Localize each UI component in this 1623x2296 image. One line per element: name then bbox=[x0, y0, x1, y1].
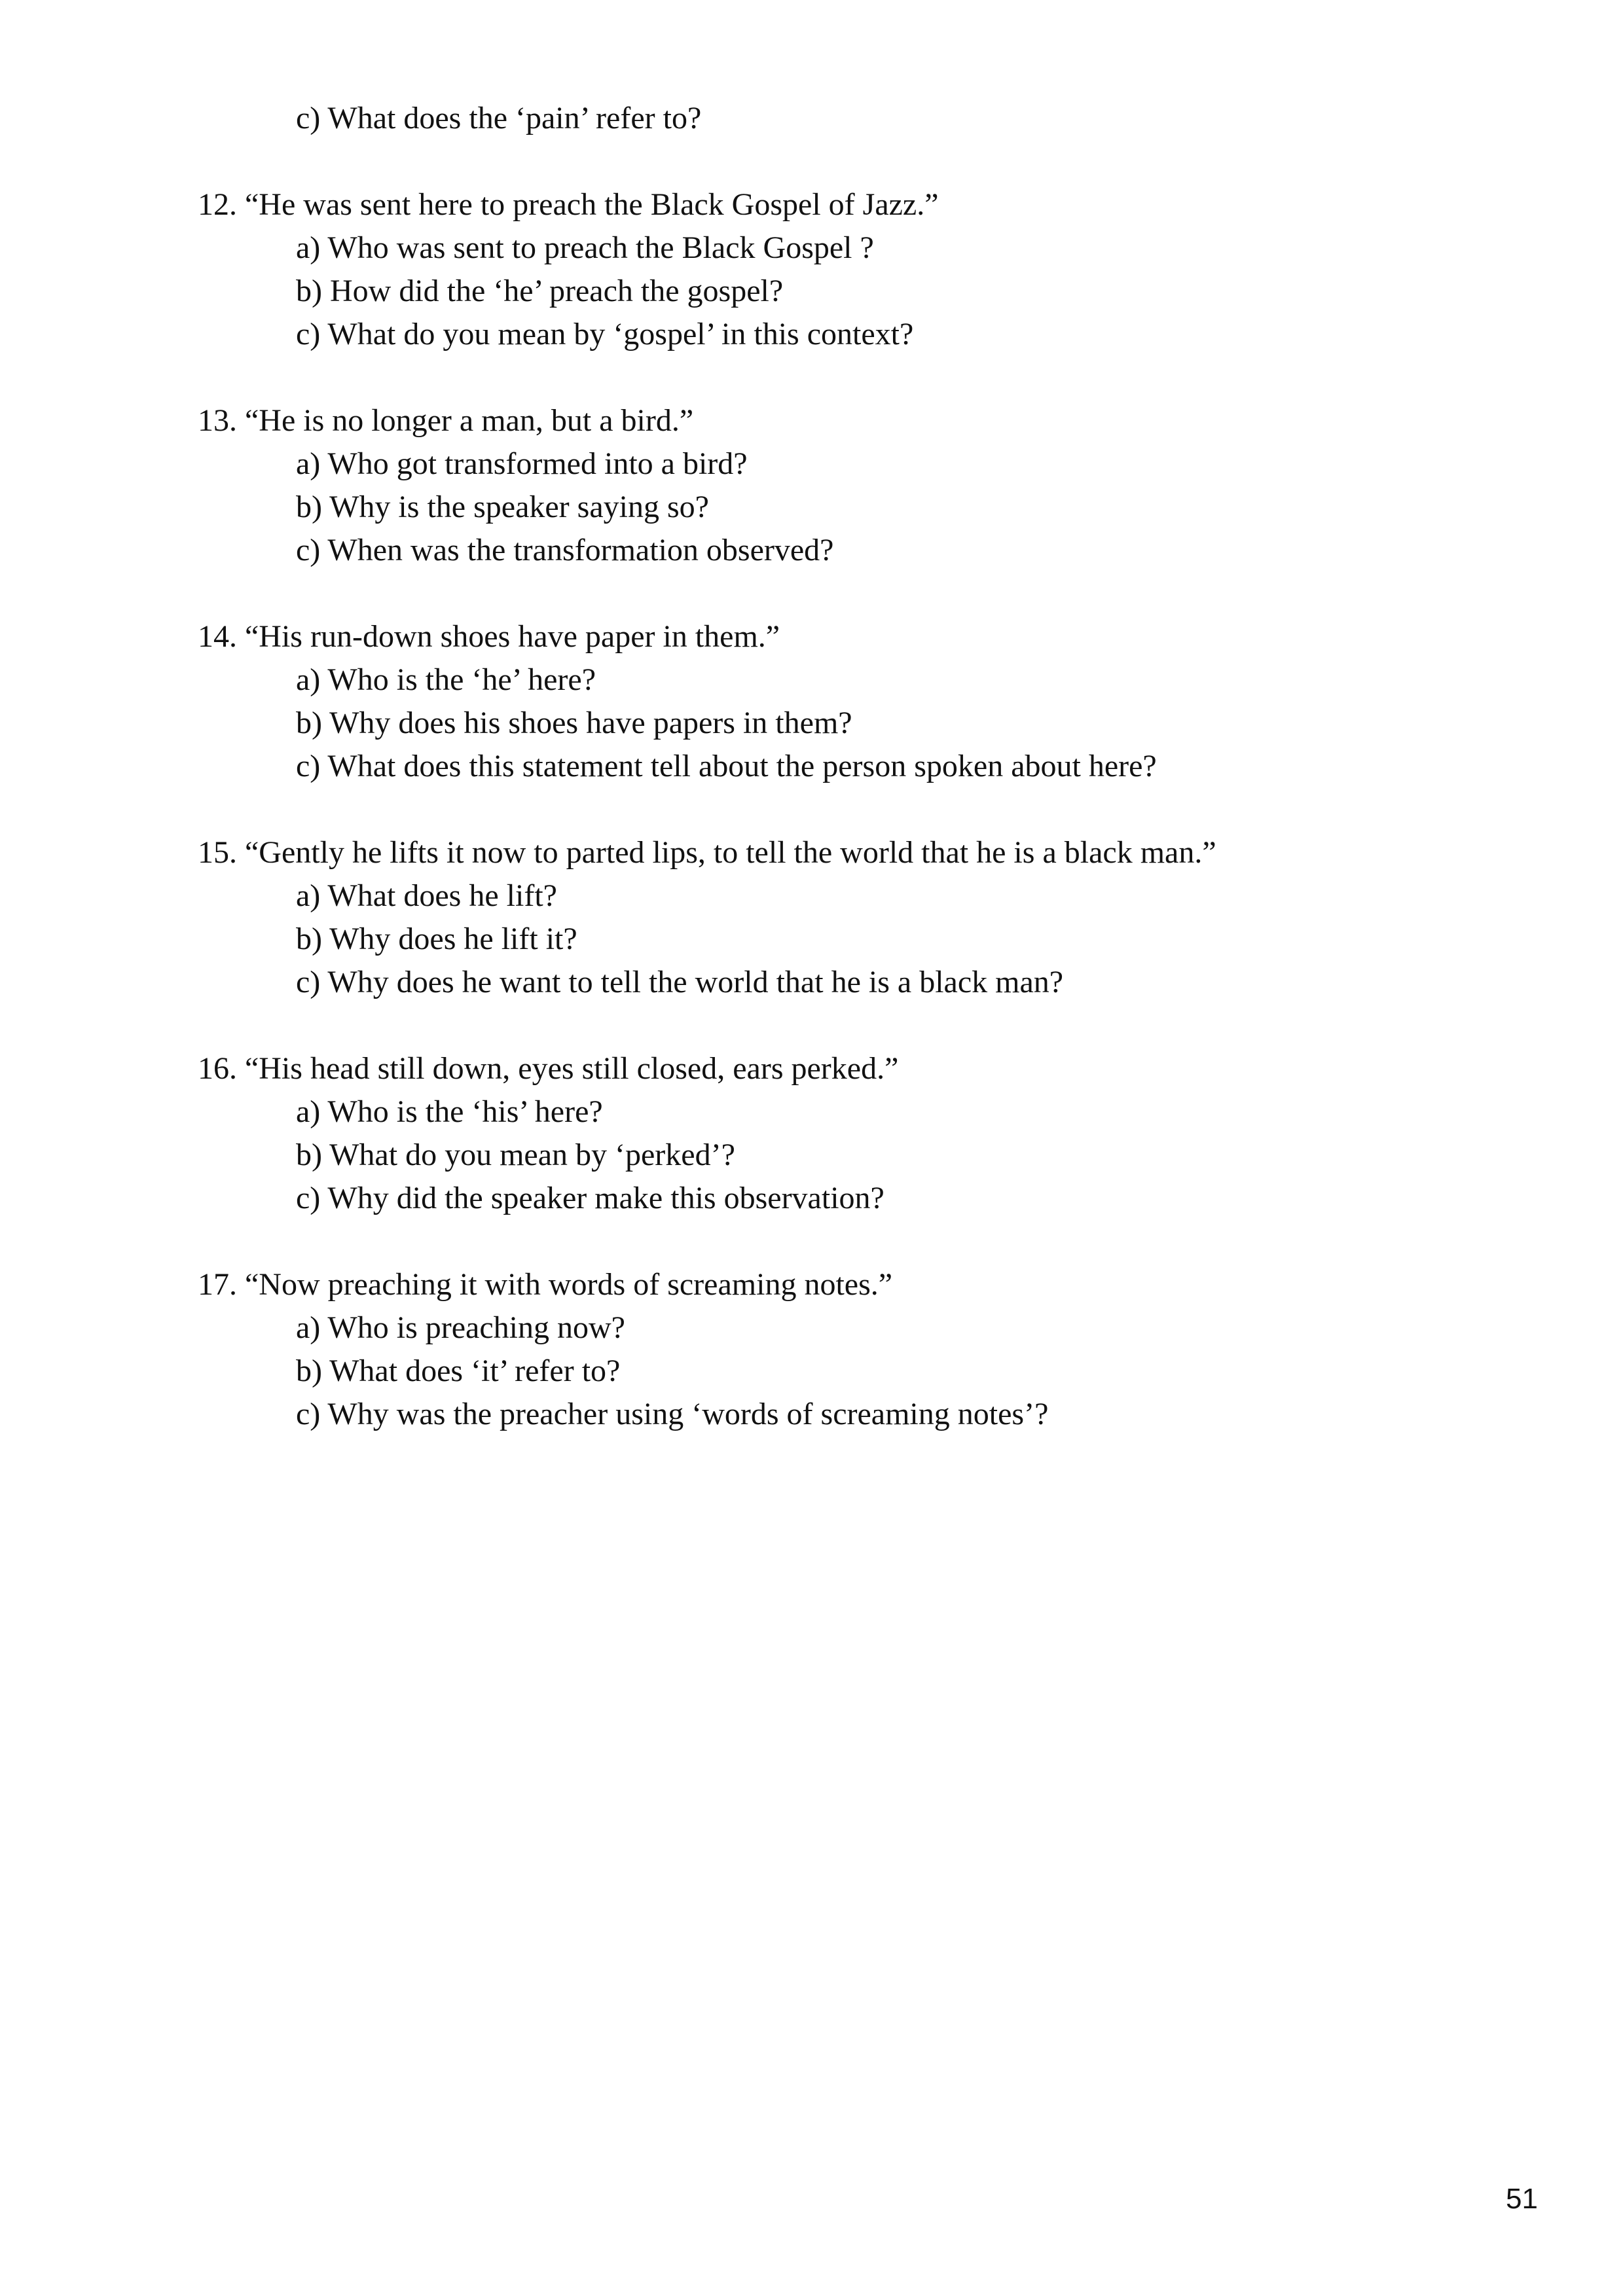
question-17-prompt: 17. “Now preaching it with words of screaming notes.” bbox=[198, 1267, 893, 1302]
question-12-prompt: 12. “He was sent here to preach the Black Gospel of Jazz.” bbox=[198, 187, 939, 222]
question-15-subquestion-c: c) Why does he want to tell the world that he is a black man? bbox=[296, 965, 1064, 999]
question-15-prompt: 15. “Gently he lifts it now to parted lips, to tell the world that he is a black man.” bbox=[198, 835, 1216, 870]
question-13-subquestion-a: a) Who got transformed into a bird? bbox=[296, 446, 748, 481]
question-14-prompt: 14. “His run-down shoes have paper in them.” bbox=[198, 619, 780, 654]
question-17-subquestion-a: a) Who is preaching now? bbox=[296, 1310, 625, 1345]
question-16-subquestion-a: a) Who is the ‘his’ here? bbox=[296, 1094, 603, 1129]
question-14-subquestion-a: a) Who is the ‘he’ here? bbox=[296, 662, 596, 697]
question-16-prompt: 16. “His head still down, eyes still closed, ears perked.” bbox=[198, 1051, 899, 1086]
question-13-subquestion-c: c) When was the transformation observed? bbox=[296, 533, 834, 567]
question-16-subquestion-b: b) What do you mean by ‘perked’? bbox=[296, 1138, 735, 1172]
question-15-subquestion-a: a) What does he lift? bbox=[296, 878, 557, 913]
question-13-subquestion-b: b) Why is the speaker saying so? bbox=[296, 490, 709, 524]
page-number: 51 bbox=[1506, 2183, 1538, 2215]
question-12-subquestion-a: a) Who was sent to preach the Black Gospel ? bbox=[296, 230, 874, 265]
question-17-subquestion-b: b) What does ‘it’ refer to? bbox=[296, 1354, 621, 1388]
question-13-prompt: 13. “He is no longer a man, but a bird.” bbox=[198, 403, 694, 438]
question-12-subquestion-b: b) How did the ‘he’ preach the gospel? bbox=[296, 274, 784, 308]
question-16-subquestion-c: c) Why did the speaker make this observation? bbox=[296, 1181, 884, 1215]
question-17-subquestion-c: c) Why was the preacher using ‘words of screaming notes’? bbox=[296, 1397, 1049, 1431]
question-12-subquestion-c: c) What do you mean by ‘gospel’ in this context? bbox=[296, 317, 914, 351]
lead-in-subquestion-c: c) What does the ‘pain’ refer to? bbox=[296, 101, 702, 135]
question-14-subquestion-b: b) Why does his shoes have papers in them? bbox=[296, 706, 852, 740]
question-15-subquestion-b: b) Why does he lift it? bbox=[296, 922, 577, 956]
question-14-subquestion-c: c) What does this statement tell about the person spoken about here? bbox=[296, 749, 1157, 783]
